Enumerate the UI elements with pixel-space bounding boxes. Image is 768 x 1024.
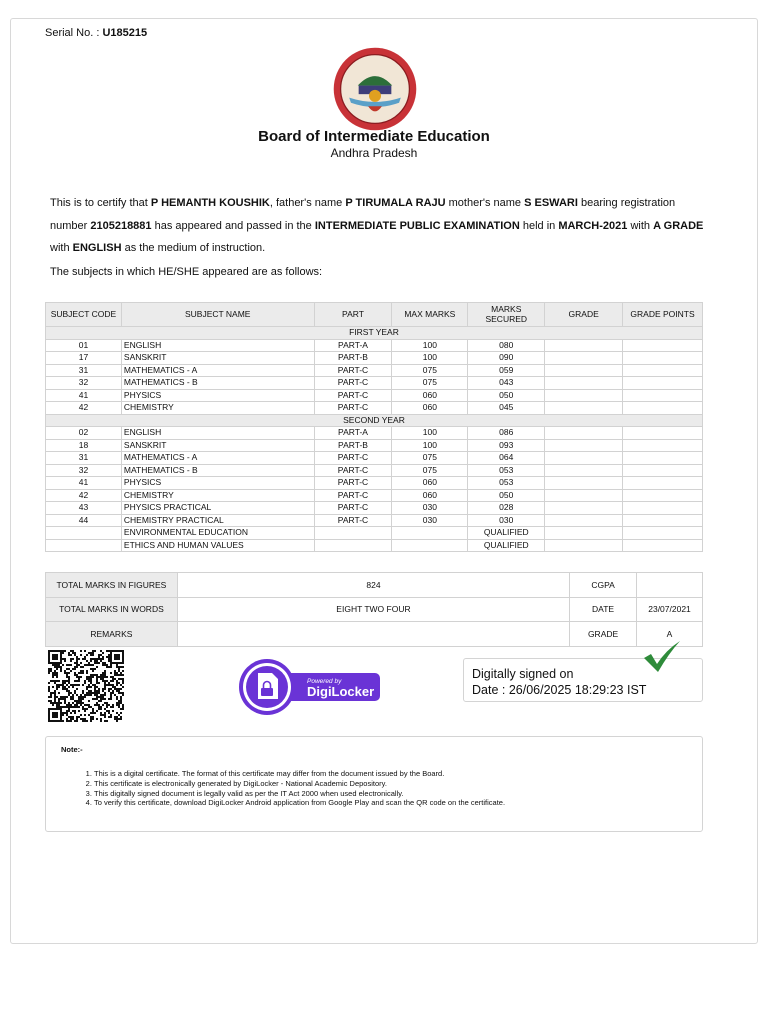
cell-subject-code: 32 — [46, 377, 122, 390]
cell-subject-code: 42 — [46, 402, 122, 415]
total-figures-value: 824 — [177, 573, 569, 598]
notes-list — [94, 769, 505, 808]
cell-max-marks: 075 — [392, 452, 468, 465]
cell-max-marks: 100 — [392, 439, 468, 452]
totals-row-figures — [46, 573, 703, 598]
cell-subject-code: 18 — [46, 439, 122, 452]
second-year-row-label: SECOND YEAR — [46, 414, 703, 427]
cell-grade-points — [623, 402, 703, 415]
cell-subject-name: MATHEMATICS - B — [121, 377, 314, 390]
cell-max-marks: 100 — [392, 352, 468, 365]
cell-subject-name: PHYSICS — [121, 389, 314, 402]
cell-marks-secured: 050 — [468, 489, 545, 502]
cell-part: PART-B — [314, 439, 392, 452]
cell-subject-code: 41 — [46, 477, 122, 490]
cell-subject-code: 31 — [46, 364, 122, 377]
cell-marks-secured: 059 — [468, 364, 545, 377]
cell-subject-code: 43 — [46, 502, 122, 515]
cell-subject-name: SANSKRIT — [121, 439, 314, 452]
cell-marks-secured: QUALIFIED — [468, 539, 545, 552]
cell-marks-secured: QUALIFIED — [468, 527, 545, 540]
powered-by-text: Powered by — [307, 678, 342, 685]
marks-table-header — [46, 303, 703, 327]
cell-subject-code: 17 — [46, 352, 122, 365]
cell-marks-secured: 064 — [468, 452, 545, 465]
cell-subject-code: 32 — [46, 464, 122, 477]
header-marks-secured: MARKS SECURED — [468, 303, 545, 327]
board-seal-logo — [332, 46, 418, 132]
cell-subject-name: CHEMISTRY — [121, 489, 314, 502]
cell-subject-name: SANSKRIT — [121, 352, 314, 365]
signature-line-1: Digitally signed on — [472, 667, 574, 681]
cell-max-marks: 060 — [392, 489, 468, 502]
cell-max-marks: 060 — [392, 402, 468, 415]
cell-grade — [545, 364, 623, 377]
cell-max-marks: 075 — [392, 464, 468, 477]
table-row — [46, 352, 703, 365]
cell-grade-points — [623, 489, 703, 502]
cell-part: PART-A — [314, 339, 392, 352]
cell-marks-secured: 028 — [468, 502, 545, 515]
cell-max-marks: 100 — [392, 339, 468, 352]
cgpa-label: CGPA — [570, 573, 637, 598]
medium-of-instruction: ENGLISH — [72, 242, 122, 254]
cell-subject-code: 01 — [46, 339, 122, 352]
cell-marks-secured: 053 — [468, 464, 545, 477]
table-row — [46, 339, 703, 352]
cell-grade — [545, 389, 623, 402]
table-row — [46, 452, 703, 465]
table-row — [46, 477, 703, 490]
verified-check-icon — [642, 640, 682, 674]
total-figures-label: TOTAL MARKS IN FIGURES — [46, 573, 178, 598]
cell-grade-points — [623, 477, 703, 490]
cgpa-value — [637, 573, 703, 598]
cell-grade-points — [623, 339, 703, 352]
registration-number: 2105218881 — [90, 219, 152, 232]
header-grade: GRADE — [545, 303, 623, 327]
total-words-value: EIGHT TWO FOUR — [177, 597, 569, 622]
cell-marks-secured: 080 — [468, 339, 545, 352]
cell-subject-code — [46, 539, 122, 552]
digilocker-badge — [238, 658, 380, 716]
note-item: 4. To verify this certificate, download DigiLocker Android application from Google Play and scan the QR code on the certificate. — [94, 798, 505, 808]
cell-grade — [545, 539, 623, 552]
certification-paragraph: This is to certify that P HEMANTH KOUSHIK, father's name P TIRUMALA RAJU mother's name S ESWARI bearing registration number 2105218881 has appeared and passed in the INTERMEDIATE PUBLIC EXAMINATION held in MARCH-2021 with A GRADE with ENGLISH as the medium of instruction. — [50, 197, 704, 254]
notes-title: Note:- — [61, 745, 83, 754]
table-row — [46, 489, 703, 502]
cell-grade-points — [623, 352, 703, 365]
cell-grade — [545, 352, 623, 365]
serial-label: Serial No. : — [45, 27, 100, 39]
cell-max-marks: 100 — [392, 427, 468, 440]
table-row — [46, 539, 703, 552]
note-item: 3. This digitally signed document is legally valid as per the IT Act 2000 when used electronically. — [94, 789, 505, 799]
cell-max-marks — [392, 527, 468, 540]
header-subject-code: SUBJECT CODE — [46, 303, 122, 327]
cell-part: PART-C — [314, 514, 392, 527]
cell-max-marks: 075 — [392, 364, 468, 377]
mother-name: S ESWARI — [524, 197, 578, 209]
totals-row-remarks — [46, 622, 703, 647]
cell-grade — [545, 464, 623, 477]
table-row — [46, 514, 703, 527]
cell-subject-name: MATHEMATICS - B — [121, 464, 314, 477]
cell-grade — [545, 452, 623, 465]
table-row — [46, 402, 703, 415]
cell-marks-secured: 030 — [468, 514, 545, 527]
total-words-label: TOTAL MARKS IN WORDS — [46, 597, 178, 622]
exam-session: MARCH-2021 — [558, 219, 628, 232]
cell-part: PART-C — [314, 389, 392, 402]
header-max-marks: MAX MARKS — [392, 303, 468, 327]
cell-grade-points — [623, 389, 703, 402]
cell-subject-name: PHYSICS PRACTICAL — [121, 502, 314, 515]
cell-grade-points — [623, 439, 703, 452]
cell-marks-secured: 053 — [468, 477, 545, 490]
cell-max-marks: 030 — [392, 514, 468, 527]
table-row — [46, 364, 703, 377]
cell-part: PART-C — [314, 402, 392, 415]
board-subtitle: Andhra Pradesh — [330, 146, 418, 160]
cell-grade — [545, 527, 623, 540]
verification-qr-code[interactable] — [48, 650, 124, 722]
cell-subject-code: 31 — [46, 452, 122, 465]
cell-grade — [545, 377, 623, 390]
header-subject-name: SUBJECT NAME — [121, 303, 314, 327]
cell-marks-secured: 090 — [468, 352, 545, 365]
cell-subject-name: CHEMISTRY PRACTICAL — [121, 514, 314, 527]
cell-subject-code: 02 — [46, 427, 122, 440]
cell-part — [314, 539, 392, 552]
cell-max-marks: 075 — [392, 377, 468, 390]
student-name: P HEMANTH KOUSHIK — [150, 197, 270, 209]
cell-grade — [545, 427, 623, 440]
totals-row-words — [46, 597, 703, 622]
first-year-row — [46, 327, 703, 340]
cell-subject-name: ENVIRONMENTAL EDUCATION — [121, 527, 314, 540]
signature-date: Date : 26/06/2025 18:29:23 IST — [472, 683, 647, 697]
cell-part: PART-C — [314, 452, 392, 465]
cell-subject-name: CHEMISTRY — [121, 402, 314, 415]
table-row — [46, 464, 703, 477]
table-row — [46, 427, 703, 440]
grade-value: A — [637, 622, 703, 647]
cell-subject-name: ENGLISH — [121, 427, 314, 440]
cell-subject-name: ETHICS AND HUMAN VALUES — [121, 539, 314, 552]
first-year-row-label: FIRST YEAR — [46, 327, 703, 340]
cell-grade-points — [623, 377, 703, 390]
notes-box — [45, 736, 703, 832]
serial-value: U185215 — [102, 27, 148, 39]
table-row — [46, 502, 703, 515]
cell-subject-code — [46, 527, 122, 540]
marks-table — [45, 302, 703, 552]
father-name: P TIRUMALA RAJU — [345, 197, 446, 209]
cell-subject-code: 44 — [46, 514, 122, 527]
cell-marks-secured: 086 — [468, 427, 545, 440]
date-label: DATE — [570, 597, 637, 622]
table-row — [46, 527, 703, 540]
remarks-value — [177, 622, 569, 647]
cell-part — [314, 527, 392, 540]
cell-max-marks: 060 — [392, 477, 468, 490]
cell-part: PART-C — [314, 377, 392, 390]
remarks-label: REMARKS — [46, 622, 178, 647]
cell-grade — [545, 514, 623, 527]
exam-name: INTERMEDIATE PUBLIC EXAMINATION — [314, 219, 520, 232]
grade-label: GRADE — [570, 622, 637, 647]
board-title: Board of Intermediate Education — [258, 128, 490, 145]
cell-grade-points — [623, 514, 703, 527]
cell-marks-secured: 093 — [468, 439, 545, 452]
cell-subject-name: ENGLISH — [121, 339, 314, 352]
cell-grade — [545, 339, 623, 352]
cell-grade — [545, 502, 623, 515]
cell-part: PART-C — [314, 502, 392, 515]
cell-marks-secured: 043 — [468, 377, 545, 390]
cell-part: PART-C — [314, 364, 392, 377]
note-item: 2. This certificate is electronically generated by DigiLocker - National Academic Depository. — [94, 779, 505, 789]
cell-grade — [545, 477, 623, 490]
cell-subject-code: 41 — [46, 389, 122, 402]
note-item: 1. This is a digital certificate. The format of this certificate may differ from the document issued by the Board. — [94, 769, 505, 779]
cell-grade-points — [623, 502, 703, 515]
date-value: 23/07/2021 — [637, 597, 703, 622]
digilocker-brand-text: DigiLocker — [307, 684, 375, 699]
table-row — [46, 377, 703, 390]
cell-part: PART-C — [314, 477, 392, 490]
cell-max-marks — [392, 539, 468, 552]
serial-number — [45, 27, 147, 39]
cell-grade-points — [623, 464, 703, 477]
cell-part: PART-B — [314, 352, 392, 365]
cell-max-marks: 060 — [392, 389, 468, 402]
cell-subject-name: PHYSICS — [121, 477, 314, 490]
second-year-row — [46, 414, 703, 427]
table-row — [46, 389, 703, 402]
cell-part: PART-C — [314, 489, 392, 502]
cell-part: PART-A — [314, 427, 392, 440]
subjects-intro: The subjects in which HE/SHE appeared are as follows: — [50, 266, 323, 278]
overall-grade: A GRADE — [653, 219, 704, 232]
header-grade-points: GRADE POINTS — [623, 303, 703, 327]
cell-grade-points — [623, 527, 703, 540]
cell-grade — [545, 489, 623, 502]
cell-max-marks: 030 — [392, 502, 468, 515]
cell-part: PART-C — [314, 464, 392, 477]
cell-grade-points — [623, 539, 703, 552]
cell-marks-secured: 050 — [468, 389, 545, 402]
header-part: PART — [314, 303, 392, 327]
cell-subject-name: MATHEMATICS - A — [121, 364, 314, 377]
cell-grade — [545, 402, 623, 415]
cell-subject-code: 42 — [46, 489, 122, 502]
cell-subject-name: MATHEMATICS - A — [121, 452, 314, 465]
cell-marks-secured: 045 — [468, 402, 545, 415]
cell-grade — [545, 439, 623, 452]
cell-grade-points — [623, 364, 703, 377]
cell-grade-points — [623, 452, 703, 465]
table-row — [46, 439, 703, 452]
totals-table — [45, 572, 703, 647]
cell-grade-points — [623, 427, 703, 440]
